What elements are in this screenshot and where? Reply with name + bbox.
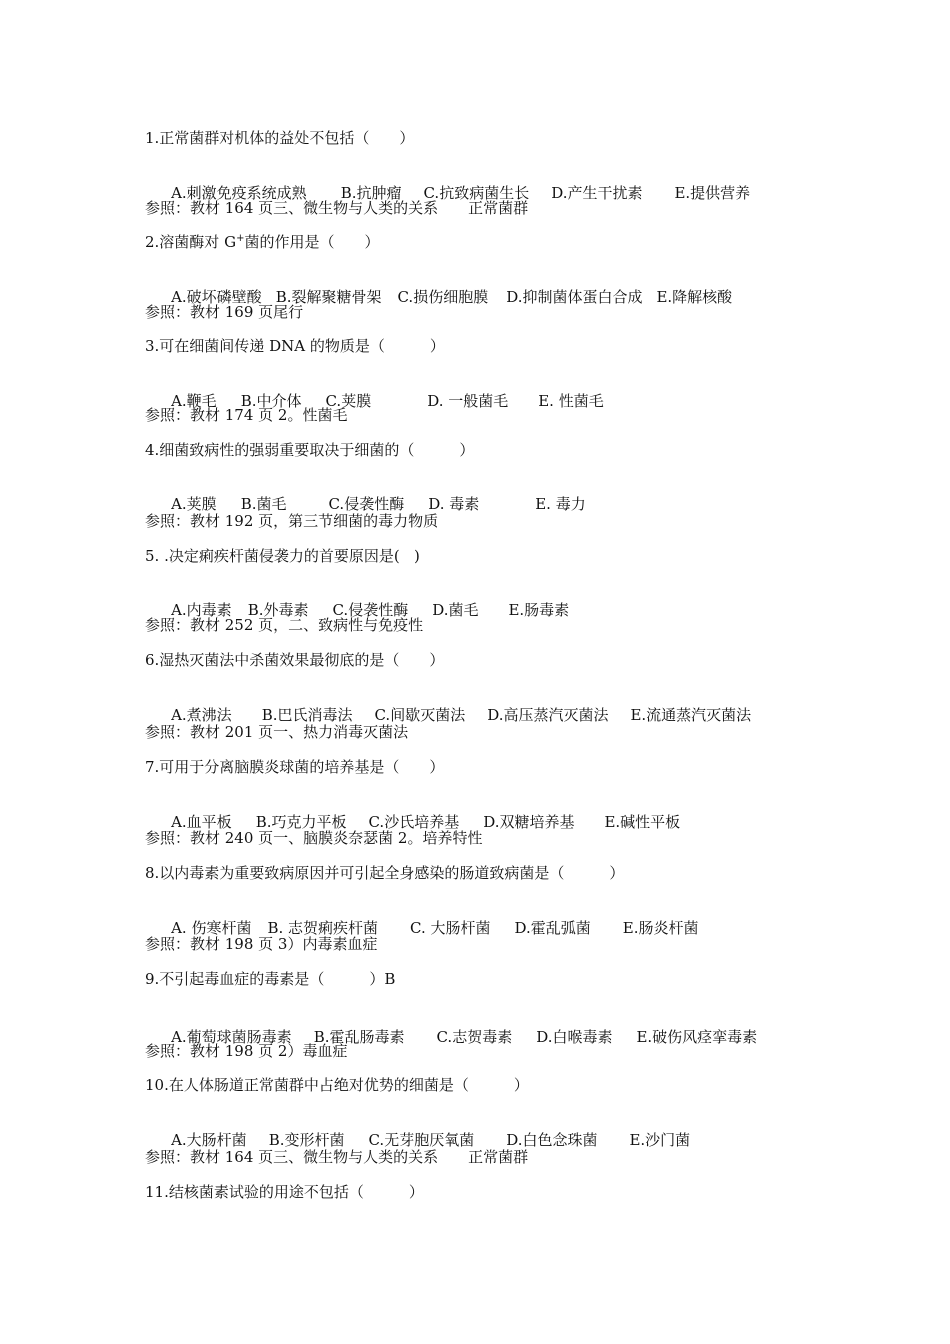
option-6c: C.间歇灭菌法 <box>374 706 466 724</box>
question-2-text: 2.溶菌酶对 G <box>145 233 237 251</box>
reference-6: 参照：教材 201 页一、热力消毒灭菌法 <box>145 723 409 741</box>
option-7c: C.沙氏培养基 <box>368 813 460 831</box>
question-2 <box>145 232 379 252</box>
option-3d: D. 一般菌毛 <box>427 392 509 410</box>
reference-1: 参照：教材 164 页三、微生物与人类的关系 正常菌群 <box>145 199 529 217</box>
option-8d: D.霍乱弧菌 <box>514 919 591 937</box>
option-1e: E.提供营养 <box>674 184 751 202</box>
option-9e: E.破伤风痉挛毒素 <box>636 1028 758 1046</box>
option-2d: D.抑制菌体蛋白合成 <box>506 288 643 306</box>
reference-8: 参照：教材 198 页 3）内毒素血症 <box>145 935 378 953</box>
option-6e: E.流通蒸汽灭菌法 <box>630 706 752 724</box>
option-4b: B.菌毛 <box>240 495 287 513</box>
option-2c: C.损伤细胞膜 <box>397 288 489 306</box>
question-1: 1.正常菌群对机体的益处不包括（ ） <box>145 129 415 147</box>
question-6: 6.湿热灭菌法中杀菌效果最彻底的是（ ） <box>145 651 445 669</box>
option-4a: A.荚膜 <box>171 495 217 513</box>
question-5: 5. .决定痢疾杆菌侵袭力的首要原因是( ) <box>145 547 420 565</box>
option-10d: D.白色念珠菌 <box>506 1131 598 1149</box>
option-5c: C.侵袭性酶 <box>332 601 409 619</box>
reference-5: 参照：教材 252 页，二、致病性与免疫性 <box>145 616 424 634</box>
option-8e: E.肠炎杆菌 <box>622 919 699 937</box>
question-7: 7.可用于分离脑膜炎球菌的培养基是（ ） <box>145 758 445 776</box>
option-7d: D.双糖培养基 <box>483 813 575 831</box>
option-9d: D.白喉毒素 <box>536 1028 613 1046</box>
question-4: 4.细菌致病性的强弱重要取决于细菌的（ ） <box>145 441 475 459</box>
option-3e: E. 性菌毛 <box>538 392 604 410</box>
option-5e: E.肠毒素 <box>508 601 570 619</box>
option-6a: A.煮沸法 <box>171 706 232 724</box>
option-9b: B.霍乱肠毒素 <box>313 1028 405 1046</box>
reference-3: 参照：教材 174 页 2。性菌毛 <box>145 406 348 424</box>
option-1b: B.抗肿瘤 <box>340 184 402 202</box>
option-5d: D.菌毛 <box>432 601 479 619</box>
option-3b: B.中介体 <box>240 392 302 410</box>
option-3c: C.荚膜 <box>325 392 372 410</box>
option-3a: A.鞭毛 <box>171 392 217 410</box>
option-8a: A. 伤寒杆菌 <box>171 919 252 937</box>
option-9c: C.志贺毒素 <box>436 1028 513 1046</box>
option-6b: B.巴氏消毒法 <box>261 706 353 724</box>
question-10: 10.在人体肠道正常菌群中占绝对优势的细菌是（ ） <box>145 1076 529 1094</box>
option-6d: D.高压蒸汽灭菌法 <box>487 706 609 724</box>
option-2e: E.降解核酸 <box>656 288 733 306</box>
option-9a: A.葡萄球菌肠毒素 <box>171 1028 292 1046</box>
reference-2: 参照：教材 169 页尾行 <box>145 303 304 321</box>
option-10c: C.无芽胞厌氧菌 <box>368 1131 475 1149</box>
option-1a: A.刺激免疫系统成熟 <box>171 184 307 202</box>
question-2-text-end: 菌的作用是（ ） <box>244 233 380 251</box>
option-4e: E. 毒力 <box>535 495 586 513</box>
option-1d: D.产生干扰素 <box>551 184 643 202</box>
question-3: 3.可在细菌间传递 DNA 的物质是（ ） <box>145 337 445 355</box>
option-8b: B. 志贺痢疾杆菌 <box>267 919 379 937</box>
reference-9: 参照：教材 198 页 2）毒血症 <box>145 1042 348 1060</box>
option-7e: E.碱性平板 <box>604 813 681 831</box>
option-1c: C.抗致病菌生长 <box>423 184 530 202</box>
option-8c: C. 大肠杆菌 <box>410 919 491 937</box>
reference-7: 参照：教材 240 页一、脑膜炎奈瑟菌 2。培养特性 <box>145 829 483 847</box>
question-8: 8.以内毒素为重要致病原因并可引起全身感染的肠道致病菌是（ ） <box>145 864 625 882</box>
option-7b: B.巧克力平板 <box>255 813 347 831</box>
option-10e: E.沙门菌 <box>629 1131 691 1149</box>
option-2b: B.裂解聚糖骨架 <box>275 288 382 306</box>
option-5a: A.内毒素 <box>171 601 232 619</box>
option-4d: D. 毒素 <box>428 495 480 513</box>
reference-4: 参照：教材 192 页，第三节细菌的毒力物质 <box>145 512 439 530</box>
question-9: 9.不引起毒血症的毒素是（ ）B <box>145 970 396 988</box>
question-2-superscript: + <box>236 233 245 244</box>
option-2a: A.破坏磷壁酸 <box>171 288 262 306</box>
option-4c: C.侵袭性酶 <box>328 495 405 513</box>
option-10b: B.变形杆菌 <box>268 1131 345 1149</box>
option-5b: B.外毒素 <box>247 601 309 619</box>
question-11: 11.结核菌素试验的用途不包括（ ） <box>145 1183 424 1201</box>
option-10a: A.大肠杆菌 <box>171 1131 247 1149</box>
option-7a: A.血平板 <box>171 813 232 831</box>
reference-10: 参照：教材 164 页三、微生物与人类的关系 正常菌群 <box>145 1148 529 1166</box>
